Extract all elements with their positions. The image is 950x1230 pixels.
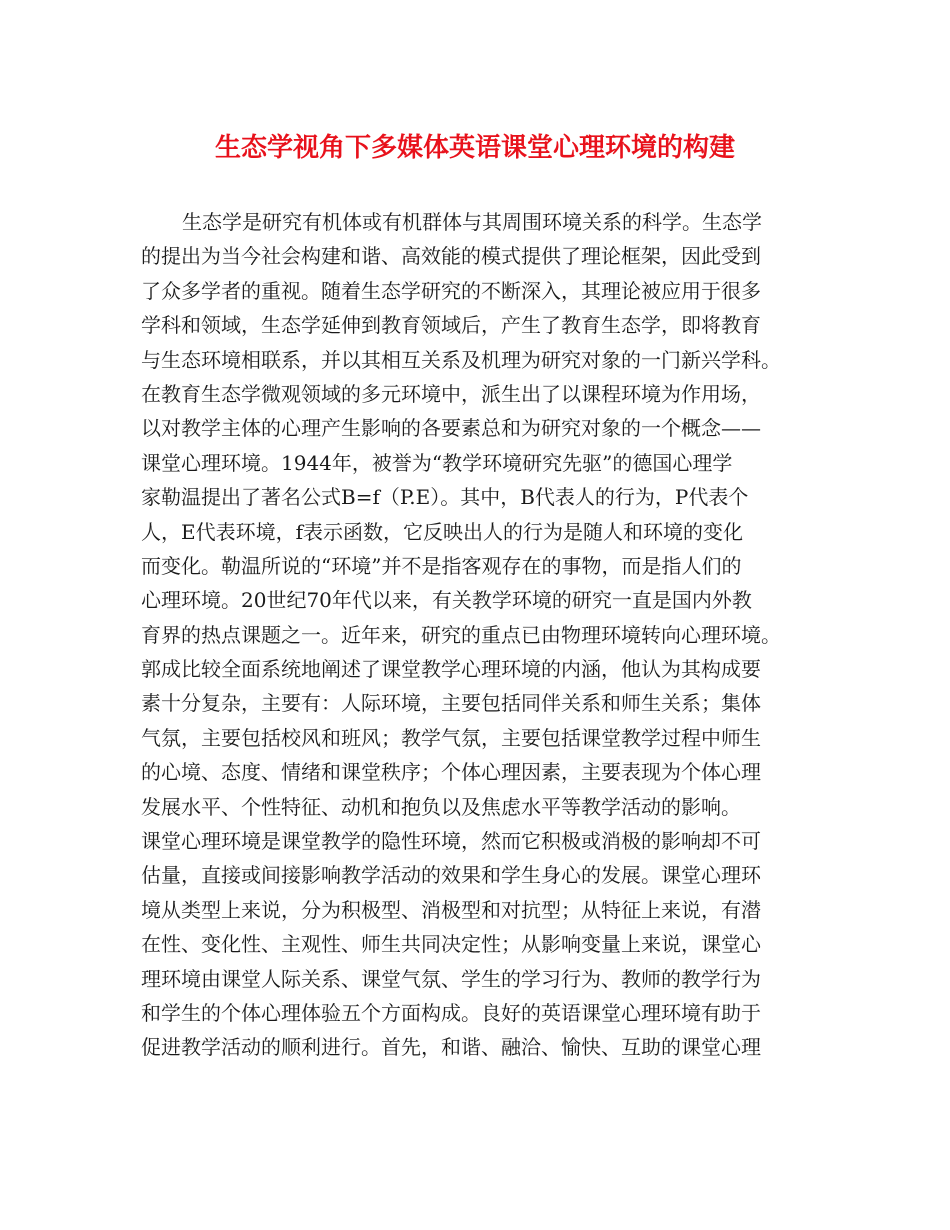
body-line: 生态学是研究有机体或有机群体与其周围环境关系的科学。生态学 <box>182 210 762 234</box>
body-line: 人，E代表环境，f表示函数，它反映出人的行为是随人和环境的变化 <box>141 519 744 544</box>
body-line: 促进教学活动的顺利进行。首先，和谐、融洽、愉快、互助的课堂心理 <box>141 1035 761 1060</box>
body-line: 了众多学者的重视。随着生态学研究的不断深入，其理论被应用于很多 <box>141 278 761 303</box>
body-line: 以对教学主体的心理产生影响的各要素总和为研究对象的一个概念—— <box>141 416 761 441</box>
body-line: 的心境、态度、情绪和课堂秩序；个体心理因素，主要表现为个体心理 <box>141 760 761 785</box>
body-line: 气氛，主要包括校风和班风；教学气氛，主要包括课堂教学过程中师生 <box>141 725 761 750</box>
body-line: 理环境由课堂人际关系、课堂气氛、学生的学习行为、教师的教学行为 <box>141 966 761 991</box>
body-line: 发展水平、个性特征、动机和抱负以及焦虑水平等教学活动的影响。 <box>141 794 741 819</box>
body-line: 学科和领域，生态学延伸到教育领域后，产生了教育生态学，即将教育 <box>141 313 761 338</box>
body-line: 课堂心理环境。1944年，被誉为“教学环境研究先驱”的德国心理学 <box>141 450 733 475</box>
document-body <box>141 205 831 1065</box>
body-line: 与生态环境相联系，并以其相互关系及机理为研究对象的一门新兴学科。 <box>141 347 781 372</box>
body-line: 课堂心理环境是课堂教学的隐性环境，然而它积极或消极的影响却不可 <box>141 829 761 854</box>
body-line: 心理环境。20世纪70年代以来，有关教学环境的研究一直是国内外教 <box>141 588 752 613</box>
body-line: 家勒温提出了著名公式B=f（P.E）。其中，B代表人的行为，P代表个 <box>141 485 749 510</box>
body-line: 的提出为当今社会构建和谐、高效能的模式提供了理论框架，因此受到 <box>141 244 761 269</box>
body-line: 和学生的个体心理体验五个方面构成。良好的英语课堂心理环境有助于 <box>141 1000 761 1025</box>
document-title: 生态学视角下多媒体英语课堂心理环境的构建 <box>214 133 735 163</box>
body-line: 在性、变化性、主观性、师生共同决定性；从影响变量上来说，课堂心 <box>141 932 761 957</box>
body-line: 而变化。勒温所说的“环境”并不是指客观存在的事物，而是指人们的 <box>141 553 742 578</box>
body-line: 在教育生态学微观领域的多元环境中，派生出了以课程环境为作用场， <box>141 381 761 406</box>
body-line: 素十分复杂，主要有：人际环境，主要包括同伴关系和师生关系；集体 <box>141 691 761 716</box>
body-line: 育界的热点课题之一。近年来，研究的重点已由物理环境转向心理环境。 <box>141 622 781 647</box>
body-line: 郭成比较全面系统地阐述了课堂教学心理环境的内涵，他认为其构成要 <box>141 657 761 682</box>
body-line: 估量，直接或间接影响教学活动的效果和学生身心的发展。课堂心理环 <box>141 863 761 888</box>
body-line: 境从类型上来说，分为积极型、消极型和对抗型；从特征上来说，有潜 <box>141 897 761 922</box>
